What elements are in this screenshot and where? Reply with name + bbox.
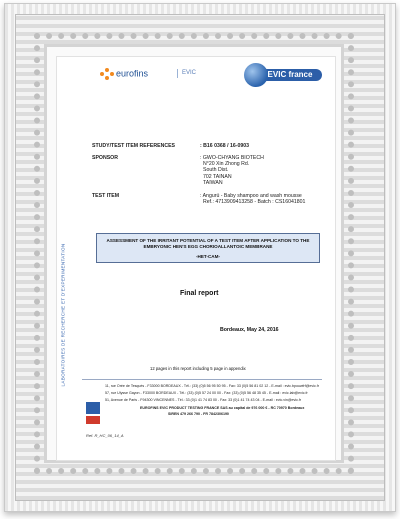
address-line: 51, Avenue de Paris - F94300 VINCENNES - Tél.: 33 (0)1 41 74 83 00 - Fax: 33 (0)1 41 74 43 04 - E-mail : evic.vin@evic.fr — [105, 398, 302, 402]
sponsor-line: N°20 Xin Zhong Rd. — [203, 161, 250, 168]
document-reference: Ref. R_HC_06_14_A — [86, 433, 124, 438]
sponsor-line: : GWO-CHYANG BIOTECH — [200, 155, 264, 161]
assessment-title-box — [96, 233, 320, 263]
evic-logo-text: EVIC france — [258, 69, 322, 81]
test-item-line: Ref.: 4713909413258 - Batch : CS16041801 — [203, 199, 306, 206]
study-label: STUDY/TEST ITEM REFERENCES — [92, 143, 176, 149]
side-vertical-text: LABORATOIRES DE RECHERCHE ET D'EXPERIMENTATION — [60, 243, 66, 387]
test-item-label: TEST ITEM — [92, 193, 120, 199]
eurofins-dots-icon — [100, 68, 114, 80]
cofrac-footer-logo-icon — [86, 416, 100, 424]
sponsor-line: TAIWAN — [203, 179, 223, 186]
final-report-heading: Final report — [180, 290, 219, 297]
test-item-line: : Angurú - Baby shampoo and wash mousse — [200, 193, 302, 199]
eurofins-name: eurofins — [116, 68, 149, 79]
assessment-method: -HET-CAM- — [196, 254, 220, 259]
sponsor-line: South Dist. — [203, 167, 229, 174]
company-line: EUROFINS EVIC PRODUCT TESTING FRANCE SAS au capital de 976 000 € - RC 70970 Bordeaux — [140, 406, 305, 410]
evic-france-logo — [244, 63, 324, 87]
study-value: : B16 0368 / 16-0903 — [200, 143, 250, 149]
siren-line: SIREN 479 266 790 - FR 7842306190 — [168, 412, 229, 416]
sponsor-line: 702 TAINAN — [203, 173, 232, 180]
sponsor-label: SPONSOR — [92, 155, 118, 161]
report-date: Bordeaux, May 24, 2016 — [220, 327, 279, 333]
evic-globe-icon — [244, 63, 268, 87]
address-line: 11, rue Orée de Tesqués - F33000 BORDEAUX - Tél.: (33) (0)5 56 95 50 95 - Fax: 33 (0)5 56 81 02 12 - E-mail : evic.bpouwfrf@evic.fr — [105, 384, 319, 388]
eurofins-logo — [100, 68, 197, 80]
address-line: 57, rue Ulysse Gayon - F33000 BORDEAUX - Tél.: (33) (0)5 57 24 00 00 - Fax: (33) (0)5 56 48 35 45 - E-mail : evic.lab@evic.fr — [105, 391, 308, 395]
sponsor-address — [200, 155, 264, 186]
eurofins-footer-logo-icon — [86, 402, 100, 414]
test-item-details — [200, 193, 305, 205]
footer-divider — [82, 379, 322, 380]
assessment-title: ASSESSMENT OF THE IRRITANT POTENTIAL OF A TEST ITEM AFTER APPLICATION TO THE EMBRYONIC HEN'S EGG CHORIOALLANTOIC MEMBRANE — [106, 238, 310, 249]
page-count-note: 12 pages in this report including 5 page in appendix — [150, 366, 246, 371]
eurofins-sub: EVIC — [177, 69, 196, 78]
